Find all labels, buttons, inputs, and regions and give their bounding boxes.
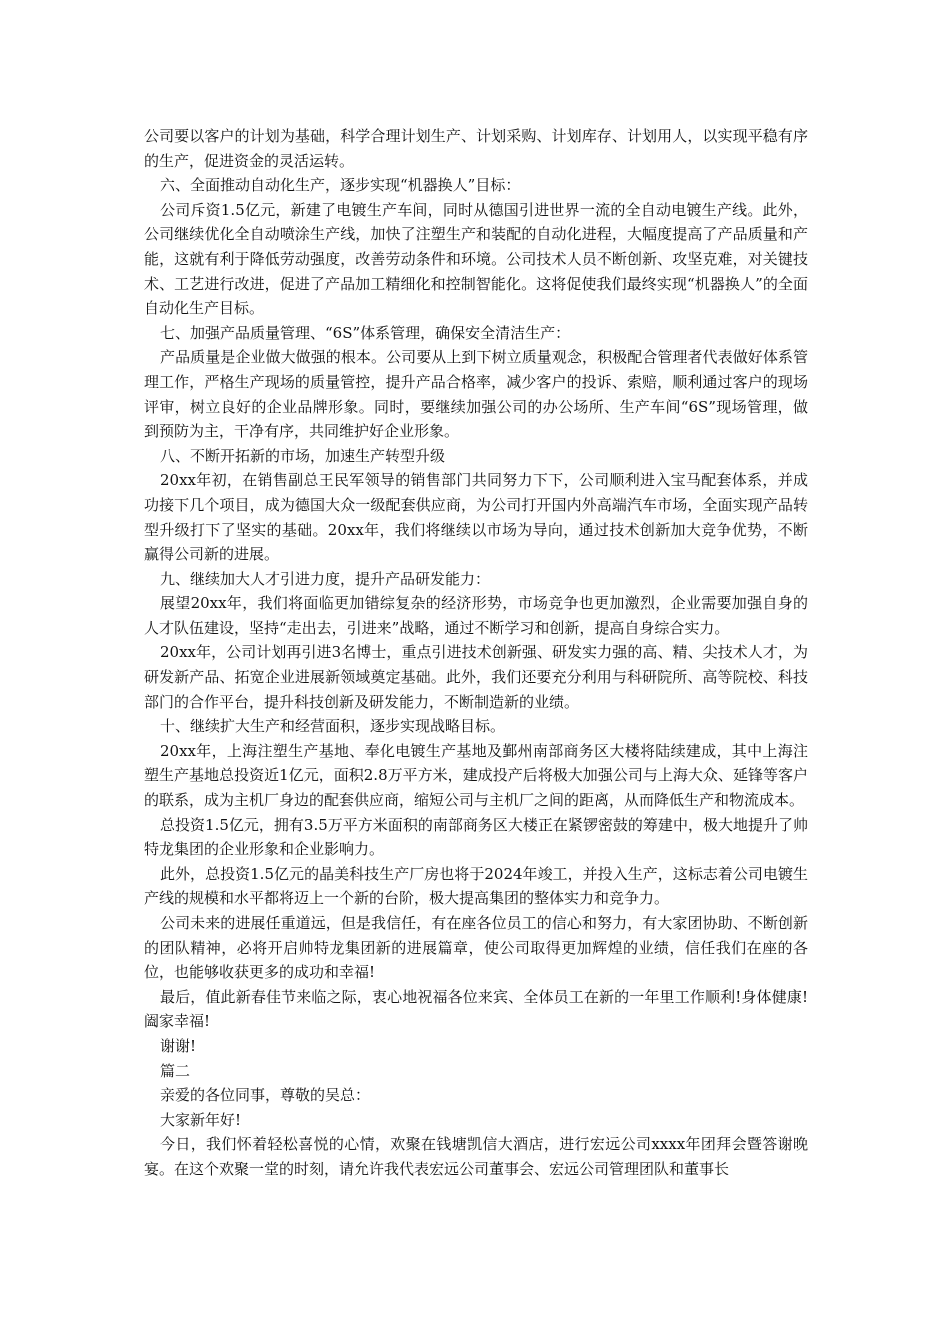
section-heading: 九、继续加大人才引进力度，提升产品研发能力： (160, 569, 491, 588)
section-heading: 七、加强产品质量管理、“6S”体系管理，确保安全清洁生产： (160, 323, 571, 342)
section-heading: 八、不断开拓新的市场，加速生产转型升级 (160, 446, 446, 465)
paragraph: 公司未来的进展任重道远，但是我信任，有在座各位员工的信心和努力，有大家团协助、不断创新的团队精神，必将开启帅特龙集团新的进展篇章，使公司取得更加辉煌的业绩，信任我们在座的各位，也能够收获更多的成功和幸福! (144, 914, 808, 982)
section-heading: 六、全面推动自动化生产，逐步实现“机器换人”目标： (160, 176, 521, 195)
paragraph: 此外，总投资1.5亿元的晶美科技生产厂房也将于2024年竣工，并投入生产，这标志着公司电镀生产线的规模和水平都将迈上一个新的台阶，极大提高集团的整体实力和竞争力。 (144, 864, 808, 908)
salutation: 亲爱的各位同事，尊敬的吴总： (160, 1086, 371, 1105)
document-page (144, 124, 808, 1182)
paragraph: 20xx年，公司计划再引进3名博士，重点引进技术创新强、研发实力强的高、精、尖技术人才，为研发新产品、拓宽企业进展新领域奠定基础。此外，我们还要充分利用与科研院所、高等院校、科技部门的合作平台，提升科技创新及研发能力，不断制造新的业绩。 (144, 643, 808, 711)
paragraph: 20xx年初，在销售副总王民军领导的销售部门共同努力下下，公司顺利进入宝马配套体系，并成功接下几个项目，成为德国大众一级配套供应商，为公司打开国内外高端汽车市场，全面实现产品转型升级打下了坚实的基础。20xx年，我们将继续以市场为导向，通过技术创新加大竞争优势，不断赢得公司新的进展。 (144, 471, 808, 564)
greeting: 大家新年好! (160, 1110, 242, 1129)
paragraph: 今日，我们怀着轻松喜悦的心情，欢聚在钱塘凯信大酒店，进行宏远公司xxxx年团拜会暨答谢晚宴。在这个欢聚一堂的时刻，请允许我代表宏远公司董事会、宏远公司管理团队和董事长 (144, 1135, 808, 1178)
paragraph: 公司斥资1.5亿元，新建了电镀生产车间，同时从德国引进世界一流的全自动电镀生产线。此外，公司继续优化全自动喷涂生产线，加快了注塑生产和装配的自动化进程，大幅度提高了产品质量和产能，这就有利于降低劳动强度，改善劳动条件和环境。公司技术人员不断创新、攻坚克难，对关键技术、工艺进行改进，促进了产品加工精细化和控制智能化。这将促使我们最终实现“机器换人”的全面自动化生产目标。 (144, 200, 808, 318)
paragraph: 产品质量是企业做大做强的根本。公司要从上到下树立质量观念，积极配合管理者代表做好体系管理工作，严格生产现场的质量管控，提升产品合格率，减少客户的投诉、索赔，顺利通过客户的现场评审，树立良好的企业品牌形象。同时，要继续加强公司的办公场所、生产车间“6S”现场管理，做到预防为主，干净有序，共同维护好企业形象。 (144, 348, 808, 441)
paragraph: 公司要以客户的计划为基础，科学合理计划生产、计划采购、计划库存、计划用人，以实现平稳有序的生产，促进资金的灵活运转。 (144, 127, 808, 170)
section-heading: 十、继续扩大生产和经营面积，逐步实现战略目标。 (160, 717, 506, 736)
paragraph: 最后，值此新春佳节来临之际，衷心地祝福各位来宾、全体员工在新的一年里工作顺利!身体健康!阖家幸福! (144, 987, 808, 1031)
part-heading: 篇二 (160, 1061, 191, 1080)
paragraph: 展望20xx年，我们将面临更加错综复杂的经济形势，市场竞争也更加激烈，企业需要加强自身的人才队伍建设，坚持“走出去，引进来”战略，通过不断学习和创新，提高自身综合实力。 (144, 594, 808, 637)
paragraph: 总投资1.5亿元，拥有3.5万平方米面积的南部商务区大楼正在紧锣密鼓的筹建中，极大地提升了帅特龙集团的企业形象和企业影响力。 (144, 815, 808, 859)
paragraph: 20xx年，上海注塑生产基地、奉化电镀生产基地及鄞州南部商务区大楼将陆续建成，其中上海注塑生产基地总投资近1亿元，面积2.8万平方米，建成投产后将极大加强公司与上海大众、延锋等客户的联系，成为主机厂身边的配套供应商，缩短公司与主机厂之间的距离，从而降低生产和物流成本。 (144, 741, 808, 810)
closing-line: 谢谢! (160, 1036, 197, 1055)
